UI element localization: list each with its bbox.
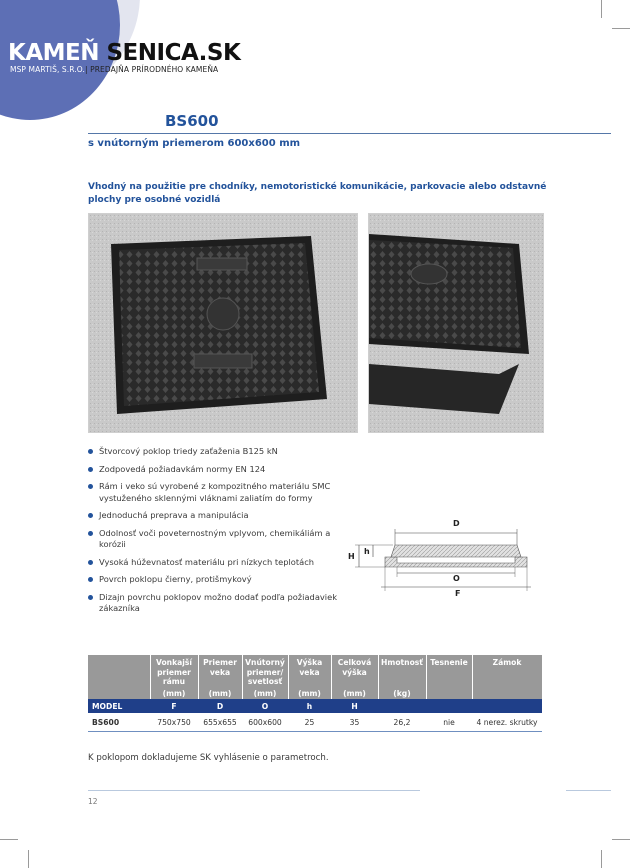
table-cell: 26,2 (393, 718, 411, 727)
model-cell: F (171, 702, 177, 711)
column-header: Priemer veka (203, 658, 237, 677)
manhole-cover-photo-angled (368, 213, 544, 433)
table-cell: BS600 (92, 718, 120, 727)
feature-item (88, 446, 353, 458)
title-divider (88, 133, 611, 134)
model-cell: MODEL (92, 702, 123, 711)
model-cell: h (306, 702, 313, 711)
crop-mark (612, 839, 630, 840)
column-header: Celková výška (337, 658, 372, 677)
table-cell: 655x655 (203, 718, 237, 727)
table-cell: nie (443, 718, 455, 727)
column-header: Zámok (492, 658, 522, 667)
column-unit: (mm) (208, 689, 232, 698)
feature-list (88, 446, 353, 621)
bullet-dot (88, 595, 93, 600)
feature-item (88, 574, 353, 586)
feature-item (88, 481, 353, 504)
dim-label-F: F (455, 589, 461, 598)
dim-label-h: h (364, 547, 370, 556)
model-cell: O (261, 702, 269, 711)
dim-label-H: H (348, 552, 355, 561)
footer-divider (566, 790, 611, 791)
column-unit: (mm) (253, 689, 277, 698)
feature-text: Odolnosť voči poveternostným vplyvom, chemikáliám a korózii (99, 527, 331, 549)
product-subtitle: s vnútorným priemerom 600x600 mm (88, 138, 301, 149)
table-cell: 35 (349, 718, 360, 727)
feature-item (88, 464, 353, 476)
crop-mark (612, 28, 630, 29)
bullet-dot (88, 531, 93, 536)
column-unit: (kg) (393, 689, 411, 698)
dim-label-D: D (453, 519, 460, 528)
table-cell: 600x600 (248, 718, 282, 727)
table-cell: 4 nerez. skrutky (476, 718, 538, 727)
column-header: Hmotnosť (381, 658, 423, 667)
bullet-dot (88, 484, 93, 489)
crop-mark (0, 839, 18, 840)
feature-item (88, 510, 353, 522)
feature-text: Jednoduchá preprava a manipulácia (99, 510, 249, 520)
column-header: Vnútorný priemer/ svetlosť (245, 658, 285, 686)
feature-text: Rám i veko sú vyrobené z kompozitného materiálu SMC vystuženého sklennými vláknami zaliatím do formy (99, 481, 331, 503)
column-header: Výška veka (296, 658, 323, 677)
logo-dark-part: SENICA.SK (98, 40, 241, 66)
model-cell: D (216, 702, 224, 711)
usage-text: Vhodný na použitie pre chodníky, nemotoristické komunikácie, parkovacie alebo odstavné plochy pre osobné vozidlá (88, 182, 547, 205)
feature-item (88, 557, 353, 569)
dimension-diagram (345, 515, 545, 605)
model-cell: H (351, 702, 358, 711)
column-unit: (mm) (298, 689, 321, 698)
logo-subtitle (10, 65, 218, 74)
feature-text: Dizajn povrchu poklopov možno dodať podľa požiadaviek zákazníka (99, 591, 338, 613)
column-unit: (mm) (162, 689, 186, 698)
manhole-cover-photo-front (88, 213, 358, 433)
footer-divider (88, 790, 420, 791)
feature-item (88, 592, 353, 615)
column-unit: (mm) (343, 689, 366, 698)
feature-text: Zodpovedá požiadavkám normy EN 124 (99, 463, 266, 474)
logo (8, 40, 240, 66)
logo-sub-dark: | PREDAJŇA PRÍRODNÉHO KAMEŇA (84, 65, 219, 74)
feature-text: Povrch poklopu čierny, protišmykový (99, 574, 252, 584)
bullet-dot (88, 467, 93, 472)
page-number: 12 (88, 797, 98, 806)
crop-mark (601, 850, 602, 868)
table-cell: 750x750 (157, 718, 191, 727)
declaration-note: K poklopom dokladujeme SK vyhlásenie o parametroch. (88, 753, 329, 763)
bullet-dot (88, 513, 93, 518)
bullet-dot (88, 449, 93, 454)
table-cell: 25 (304, 718, 315, 727)
dim-label-O: O (453, 574, 460, 583)
feature-text: Vysoká húževnatosť materiálu pri nízkych teplotách (99, 556, 315, 567)
column-header: Tesnenie (430, 658, 468, 667)
logo-sub-white: MSP MARTIŠ, S.R.O. (10, 65, 85, 74)
bullet-dot (88, 560, 93, 565)
feature-item (88, 528, 353, 551)
column-header: Vonkajší priemer rámu (156, 658, 192, 686)
logo-white-part: KAMEŇ (8, 40, 99, 66)
product-title: BS600 (165, 112, 219, 130)
bullet-dot (88, 577, 93, 582)
feature-text: Štvorcový poklop triedy zaťaženia B125 kN (99, 446, 278, 456)
crop-mark (28, 850, 29, 868)
crop-mark (601, 0, 602, 18)
